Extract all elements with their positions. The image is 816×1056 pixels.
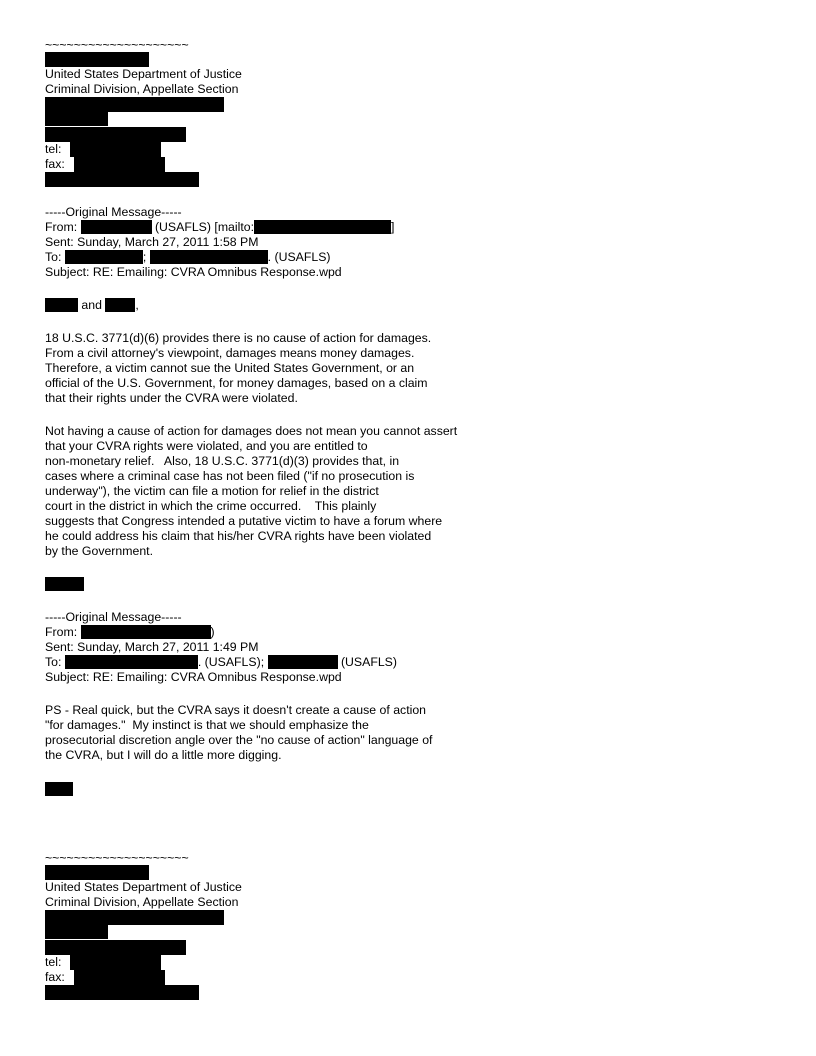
redaction-email [45,172,199,187]
salutation-end: , [135,298,139,312]
body-line: PS - Real quick, but the CVRA says it doesn't create a cause of action [45,703,427,717]
redaction-name [45,865,149,880]
subject-line: Subject: RE: Emailing: CVRA Omnibus Response.wpd [45,265,342,279]
redaction-phone [70,142,161,157]
tel-label: tel: [45,142,62,156]
redaction-recipient [65,250,143,264]
to-end: . (USAFLS) [267,250,331,264]
redaction-sender-name [81,220,152,234]
body-line: "for damages." My instinct is that we should emphasize the [45,718,369,732]
from-label: From: [45,220,78,234]
signature-tilde-line: ~~~~~~~~~~~~~~~~~~~~ [45,851,189,865]
to-label: To: [45,250,62,264]
body-line: cases where a criminal case has not been filed ("if no prosecution is [45,469,415,483]
redaction-name [45,52,149,67]
body-line: suggests that Congress intended a putative victim to have a forum where [45,514,443,528]
sent-line: Sent: Sunday, March 27, 2011 1:49 PM [45,640,259,654]
to-separator: ; [142,250,147,264]
redaction-fax [74,157,165,172]
signature-tilde-line: ~~~~~~~~~~~~~~~~~~~~ [45,38,189,52]
to-label: To: [45,655,62,669]
body-line: he could address his claim that his/her CVRA rights have been violated [45,529,432,543]
redaction-address-line [45,97,224,112]
from-middle: (USAFLS) [mailto: [154,220,255,234]
signature-department: United States Department of Justice [45,67,242,81]
body-line: Therefore, a victim cannot sue the United States Government, or an [45,361,415,375]
to-end: (USAFLS) [340,655,397,669]
body-line: non-monetary relief. Also, 18 U.S.C. 3771(d)(3) provides that, in [45,454,400,468]
from-line [45,220,394,235]
from-line [45,625,215,640]
salutation [45,298,139,313]
tel-label: tel: [45,955,62,969]
to-line [45,655,397,670]
body-line: 18 U.S.C. 3771(d)(6) provides there is no cause of action for damages. [45,331,432,345]
fax-label: fax: [45,970,65,984]
sent-line: Sent: Sunday, March 27, 2011 1:58 PM [45,235,259,249]
original-message-header: -----Original Message----- [45,205,182,219]
to-middle: . (USAFLS); [197,655,265,669]
redaction-signoff [45,782,73,796]
redaction-name [45,298,78,312]
body-line: court in the district in which the crime occurred. This plainly [45,499,377,513]
redaction-recipient [150,250,268,264]
original-message-header: -----Original Message----- [45,610,182,624]
redaction-sender-email [254,220,391,234]
from-label: From: [45,625,78,639]
redaction-email [45,985,199,1000]
signature-department: United States Department of Justice [45,880,242,894]
body-line: Not having a cause of action for damages does not mean you cannot assert [45,424,458,438]
redaction-recipient [268,655,338,669]
fax-label: fax: [45,157,65,171]
redaction-sender [81,625,211,639]
redaction-recipient [65,655,198,669]
to-line [45,250,331,265]
subject-line: Subject: RE: Emailing: CVRA Omnibus Response.wpd [45,670,342,684]
from-end: ] [391,220,395,234]
body-line: the CVRA, but I will do a little more digging. [45,748,282,762]
signature-division: Criminal Division, Appellate Section [45,82,239,96]
body-line: underway"), the victim can file a motion for relief in the district [45,484,379,498]
salutation-and: and [81,298,102,312]
redaction-name [105,298,135,312]
redaction-address-line [45,910,224,925]
redaction-address-line [45,112,108,126]
redaction-address-line [45,925,108,939]
redaction-fax [74,970,165,985]
body-line: prosecutorial discretion angle over the "no cause of action" language of [45,733,433,747]
body-line: From a civil attorney's viewpoint, damages means money damages. [45,346,415,360]
body-line: that their rights under the CVRA were violated. [45,391,298,405]
from-end: ) [210,625,215,639]
redaction-address-line [45,127,186,142]
redaction-signoff [45,577,84,591]
signature-division: Criminal Division, Appellate Section [45,895,239,909]
body-line: official of the U.S. Government, for money damages, based on a claim [45,376,428,390]
body-line: by the Government. [45,544,153,558]
body-line: that your CVRA rights were violated, and you are entitled to [45,439,368,453]
redaction-phone [70,955,161,970]
redaction-address-line [45,940,186,955]
